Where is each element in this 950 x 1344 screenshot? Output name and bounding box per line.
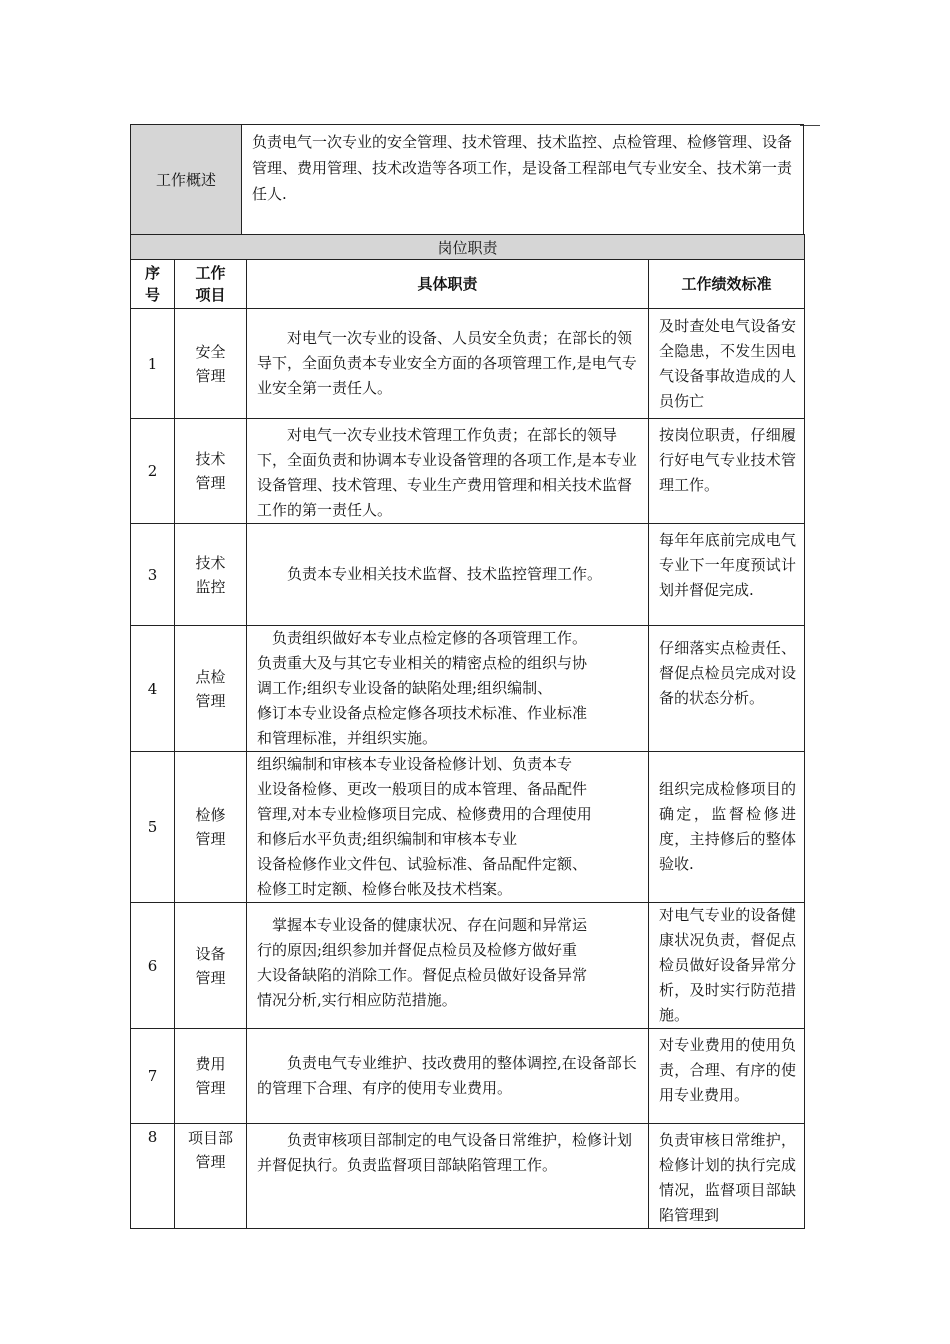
row-item-text: 安全管理 bbox=[195, 342, 226, 385]
row-item bbox=[175, 524, 247, 626]
section-title-row bbox=[131, 235, 805, 260]
row-num: 5 bbox=[131, 752, 175, 903]
header-item: 工作项目 bbox=[175, 260, 247, 309]
row-item bbox=[175, 1124, 247, 1229]
row-desc bbox=[247, 752, 649, 903]
row-item bbox=[175, 752, 247, 903]
row-item bbox=[175, 309, 247, 419]
row-item-text: 项目部管理 bbox=[187, 1129, 233, 1171]
row-num: 8 bbox=[131, 1124, 175, 1229]
table-row bbox=[131, 524, 805, 626]
desc-line: 管理,对本专业检修项目完成、检修费用的合理使用 bbox=[257, 805, 592, 823]
row-num: 3 bbox=[131, 524, 175, 626]
overview-label: 工作概述 bbox=[131, 125, 242, 234]
row-item-text: 点检管理 bbox=[195, 667, 226, 710]
table-row bbox=[131, 419, 805, 524]
overview-text: 负责电气一次专业的安全管理、技术管理、技术监控、点检管理、检修管理、设备管理、费用管理、技术改造等各项工作，是设备工程部电气专业安全、技术第一责任人. bbox=[252, 133, 793, 203]
row-item bbox=[175, 626, 247, 752]
header-row bbox=[131, 260, 805, 309]
desc-line: 业设备检修、更改一般项目的成本管理、备品配件 bbox=[257, 780, 588, 798]
desc-line: 掌握本专业设备的健康状况、存在问题和异常运 bbox=[272, 916, 588, 934]
row-desc: 负责本专业相关技术监督、技术监控管理工作。 bbox=[247, 524, 649, 626]
row-desc: 对电气一次专业的设备、人员安全负责；在部长的领导下，全面负责本专业安全方面的各项管理工作,是电气专业安全第一责任人。 bbox=[247, 309, 649, 419]
desc-line: 设备检修作业文件包、试验标准、备品配件定额、 bbox=[257, 855, 588, 873]
header-desc: 具体职责 bbox=[247, 260, 649, 309]
desc-line: 调工作;组织专业设备的缺陷处理;组织编制、 bbox=[257, 679, 553, 697]
row-item-text: 技术监控 bbox=[195, 553, 226, 596]
table-row bbox=[131, 903, 805, 1029]
row-standard: 仔细落实点检责任、督促点检员完成对设备的状态分析。 bbox=[649, 626, 805, 752]
header-num: 序号 bbox=[131, 260, 175, 309]
row-standard: 组织完成检修项目的确定，监督检修进度，主持修后的整体验收. bbox=[649, 752, 805, 903]
desc-line: 负责重大及与其它专业相关的精密点检的组织与协 bbox=[257, 654, 588, 672]
row-item-text: 技术管理 bbox=[195, 450, 226, 492]
row-num: 7 bbox=[131, 1029, 175, 1124]
row-standard: 对专业费用的使用负责，合理、有序的使用专业费用。 bbox=[649, 1029, 805, 1124]
header-std: 工作绩效标准 bbox=[649, 260, 805, 309]
row-desc bbox=[247, 626, 649, 752]
row-desc bbox=[247, 903, 649, 1029]
table-row bbox=[131, 309, 805, 419]
row-item-text: 检修管理 bbox=[195, 806, 226, 848]
desc-line: 检修工时定额、检修台帐及技术档案。 bbox=[257, 880, 513, 898]
desc-line: 行的原因;组织参加并督促点检员及检修方做好重 bbox=[257, 941, 578, 959]
row-standard: 对电气专业的设备健康状况负责，督促点检员做好设备异常分析，及时实行防范措施。 bbox=[649, 903, 805, 1029]
row-standard: 按岗位职责，仔细履行好电气专业技术管理工作。 bbox=[649, 419, 805, 524]
row-num: 4 bbox=[131, 626, 175, 752]
table-row bbox=[131, 1029, 805, 1124]
row-item-text: 设备管理 bbox=[195, 944, 226, 987]
row-standard: 每年年底前完成电气专业下一年度预试计划并督促完成. bbox=[649, 524, 805, 626]
table-row bbox=[131, 752, 805, 903]
section-title: 岗位职责 bbox=[131, 235, 805, 260]
desc-line: 情况分析,实行相应防范措施。 bbox=[257, 991, 457, 1009]
row-num: 6 bbox=[131, 903, 175, 1029]
overview-box bbox=[130, 124, 804, 235]
desc-line: 和管理标准，并组织实施。 bbox=[257, 729, 438, 747]
row-standard: 负责审核日常维护，检修计划的执行完成情况，监督项目部缺陷管理到 bbox=[649, 1124, 805, 1229]
row-item-text: 费用管理 bbox=[195, 1055, 226, 1097]
duties-table bbox=[130, 234, 805, 1229]
row-item bbox=[175, 1029, 247, 1124]
row-desc: 负责电气专业维护、技改费用的整体调控,在设备部长的管理下合理、有序的使用专业费用。 bbox=[247, 1029, 649, 1124]
row-desc: 负责审核项目部制定的电气设备日常维护，检修计划并督促执行。负责监督项目部缺陷管理工作。 bbox=[247, 1124, 649, 1229]
desc-line: 修订本专业设备点检定修各项技术标准、作业标准 bbox=[257, 704, 588, 722]
row-item bbox=[175, 419, 247, 524]
row-num: 2 bbox=[131, 419, 175, 524]
row-item bbox=[175, 903, 247, 1029]
desc-line: 组织编制和审核本专业设备检修计划、负责本专 bbox=[257, 755, 573, 773]
desc-line: 大设备缺陷的消除工作。督促点检员做好设备异常 bbox=[257, 966, 588, 984]
row-standard: 及时查处电气设备安全隐患，不发生因电气设备事故造成的人员伤亡 bbox=[649, 309, 805, 419]
row-num: 1 bbox=[131, 309, 175, 419]
row-desc: 对电气一次专业技术管理工作负责；在部长的领导下，全面负责和协调本专业设备管理的各项工作,是本专业设备管理、技术管理、专业生产费用管理和相关技术监督工作的第一责任人。 bbox=[247, 419, 649, 524]
table-row bbox=[131, 1124, 805, 1229]
table-row bbox=[131, 626, 805, 752]
desc-line: 和修后水平负责;组织编制和审核本专业 bbox=[257, 830, 518, 848]
desc-line: 负责组织做好本专业点检定修的各项管理工作。 bbox=[272, 629, 588, 647]
